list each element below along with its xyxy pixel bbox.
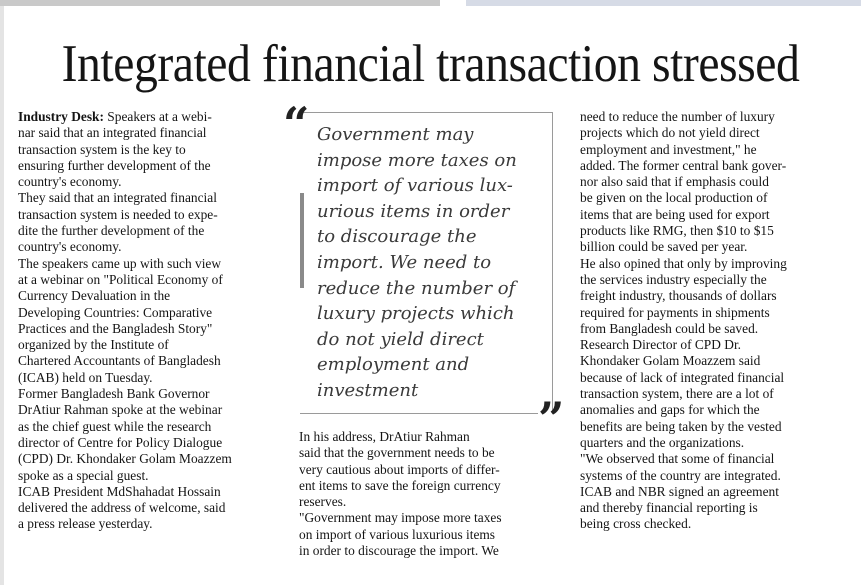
- article-line: In his address, DrAtiur Rahman: [299, 429, 470, 444]
- article-line: country's economy.: [18, 174, 122, 190]
- article-line: the services industry especially the: [580, 271, 767, 287]
- article-line: DrAtiur Rahman spoke at the webinar: [18, 402, 223, 418]
- article-line: Developing Countries: Comparative: [18, 304, 213, 320]
- article-line: ensuring further development of the: [18, 157, 211, 173]
- article-line: be given on the local production of: [580, 190, 768, 206]
- top-edge-bar-right: [466, 0, 861, 6]
- article-line: employment and investment," he: [580, 141, 757, 157]
- article-line: required for payments in shipments: [580, 304, 770, 320]
- article-line: products like RMG, then $10 to $15: [580, 223, 774, 239]
- article-line: nar said that an integrated financial: [18, 125, 207, 141]
- article-line: Former Bangladesh Bank Governor: [18, 386, 210, 402]
- article-line: delivered the address of welcome, said: [18, 500, 226, 516]
- article-line: They said that an integrated financial: [18, 190, 217, 206]
- article-line: ICAB President MdShahadat Hossain: [18, 483, 221, 499]
- article-line: at a webinar on "Political Economy of: [18, 271, 223, 287]
- pull-quote-line: do not yield direct: [317, 328, 484, 350]
- pull-quote-line: luxury projects which: [317, 303, 515, 325]
- article-line: (CPD) Dr. Khondaker Golam Moazzem: [18, 451, 232, 467]
- article-line: systems of the country are integrated.: [580, 467, 781, 483]
- article-line: on import of various luxurious items: [299, 526, 496, 542]
- article-line: Practices and the Bangladesh Story": [18, 320, 213, 336]
- article-line: because of lack of integrated financial: [580, 369, 785, 385]
- article-line: country's economy.: [18, 239, 122, 255]
- pull-quote-line: Government may: [317, 124, 474, 145]
- pull-quote-line: reduce the number of: [317, 277, 516, 299]
- article-line: Industry Desk: Speakers at a webi-: [18, 109, 212, 124]
- article-line: said that the government needs to be: [299, 445, 495, 461]
- pull-quote-accent-bar: [300, 193, 304, 288]
- article-line: ent items to save the foreign currency: [299, 477, 501, 493]
- article-line: director of Centre for Policy Dialogue: [18, 434, 223, 450]
- article-line: added. The former central bank gover-: [580, 157, 787, 173]
- article-line: Currency Devaluation in the: [18, 288, 171, 304]
- article-line: being cross checked.: [580, 516, 692, 532]
- open-quote-icon: “: [283, 97, 310, 151]
- article-line: anomalies and gaps for which the: [580, 402, 760, 418]
- close-quote-icon: ”: [538, 392, 565, 446]
- article-line: dite the further development of the: [18, 223, 205, 239]
- pull-quote-line: urious items in order: [317, 200, 510, 222]
- pull-quote-bottom-rule: [300, 413, 538, 414]
- article-line: and thereby financial reporting is: [580, 500, 758, 516]
- article-line: organized by the Institute of: [18, 337, 169, 353]
- top-edge-bar-left: [0, 0, 440, 6]
- article-line: quarters and the organizations.: [580, 434, 745, 450]
- pull-quote: [317, 122, 549, 404]
- article-line: "Government may impose more taxes: [299, 510, 502, 526]
- article-line: as the chief guest while the research: [18, 418, 212, 434]
- article-line: Chartered Accountants of Bangladesh: [18, 353, 221, 369]
- middle-column: [299, 429, 567, 559]
- article-line: very cautious about imports of differ-: [299, 461, 500, 477]
- article-line: transaction system, there are a lot of: [580, 386, 774, 402]
- article-line: spoke as a special guest.: [18, 467, 149, 483]
- pull-quote-line: import of various lux-: [317, 175, 513, 197]
- article-headline: Integrated financial transaction stressed: [61, 35, 800, 93]
- article-line: billion could be saved per year.: [580, 239, 748, 255]
- article-line: from Bangladesh could be saved.: [580, 320, 759, 336]
- article-line: transaction system is needed to expe-: [18, 206, 218, 222]
- article-line: items that are being used for export: [580, 206, 770, 222]
- pull-quote-line: import. We need to: [317, 251, 492, 273]
- article-line: transaction system is the key to: [18, 141, 186, 157]
- pull-quote-line: to discourage the: [317, 226, 477, 248]
- pull-quote-line: impose more taxes on: [317, 149, 517, 171]
- pull-quote-line: investment: [317, 379, 419, 401]
- article-line: "We observed that some of financial: [580, 451, 775, 467]
- article-line: freight industry, thousands of dollars: [580, 288, 777, 304]
- article-line: need to reduce the number of luxury: [580, 109, 775, 124]
- article-line: He also opined that only by improving: [580, 255, 787, 271]
- article-line: The speakers came up with such view: [18, 255, 222, 271]
- article-line: ICAB and NBR signed an agreement: [580, 483, 779, 499]
- article-line: benefits are being taken by the vested: [580, 418, 782, 434]
- pull-quote-line: employment and: [317, 354, 470, 376]
- article-line: projects which do not yield direct: [580, 125, 760, 141]
- article-line: reserves.: [299, 494, 347, 510]
- article-line: (ICAB) held on Tuesday.: [18, 369, 153, 385]
- article-line: Research Director of CPD Dr.: [580, 337, 742, 353]
- dateline: Industry Desk:: [18, 109, 104, 124]
- article-line: Khondaker Golam Moazzem said: [580, 353, 761, 369]
- article-line: nor also said that if emphasis could: [580, 174, 769, 190]
- left-column: [18, 109, 290, 533]
- article-line: a press release yesterday.: [18, 516, 153, 532]
- left-edge-shadow: [0, 6, 4, 585]
- article-line: in order to discourage the import. We: [299, 543, 499, 559]
- right-column: [580, 109, 850, 533]
